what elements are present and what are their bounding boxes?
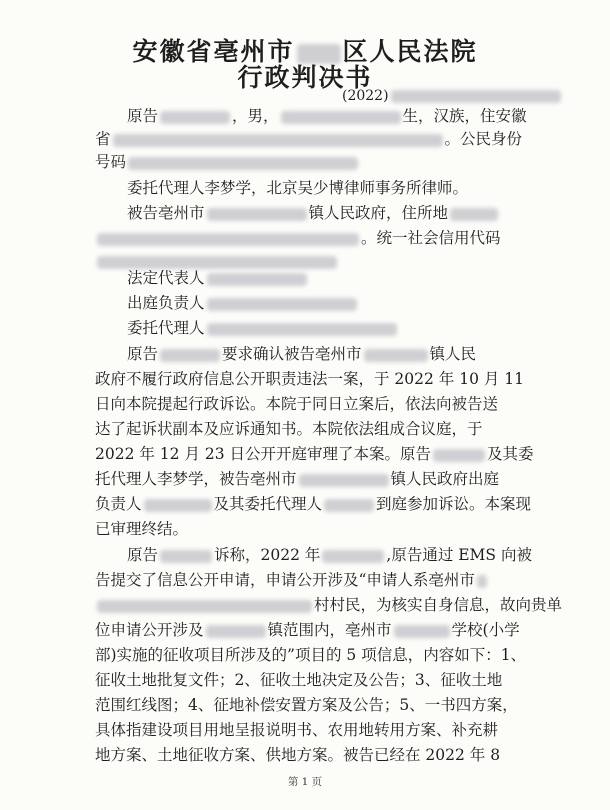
body-line-1 — [127, 106, 527, 126]
line-text: 告提交了信息公开申请，申请公开涉及“申请人系亳州市 — [95, 571, 475, 589]
body-line-11 — [127, 344, 476, 364]
body-line-26: 具体指建设项目用地呈报说明书、农用地转用方案、补充耕 — [95, 721, 499, 739]
line-text: 。统一社会信用代码 — [361, 229, 501, 247]
body-line-23: 部)实施的征收项目所涉及的”项目的 5 项信息，内容如下：1、 — [95, 646, 527, 664]
redacted-village — [97, 600, 312, 613]
page-footer: 第 1 页 — [287, 776, 323, 788]
body-line-3 — [95, 152, 360, 172]
line-text: 及其委 — [487, 445, 534, 463]
redacted-name — [160, 550, 212, 563]
redacted-name — [324, 499, 374, 512]
redacted-town — [207, 208, 307, 221]
body-line-22 — [95, 620, 520, 640]
redacted-date — [322, 550, 384, 563]
line-text: 到庭参加诉讼。本案现 — [376, 495, 532, 513]
redacted-name — [433, 449, 485, 462]
line-text: 要求确认被告亳州市 — [222, 345, 362, 363]
agent-line — [127, 318, 399, 338]
redacted-address — [450, 208, 498, 221]
body-line-17 — [95, 494, 531, 514]
line-text: 托代理人李梦学，被告亳州市 — [95, 470, 297, 488]
redacted-town — [364, 349, 428, 362]
line-text: 原告 — [127, 345, 159, 363]
line-text: 村村民，为核实自身信息，故向贵单 — [314, 596, 563, 614]
line-text: 号码 — [95, 153, 127, 171]
line-text: 法定代表人 — [127, 269, 205, 287]
line-text: 诉称，2022 年 — [214, 546, 321, 564]
redacted-fragment — [477, 575, 487, 588]
body-line-27: 地方案、土地征收方案、供地方案。被告已经在 2022 年 8 — [95, 746, 501, 764]
line-text: 出庭负责人 — [127, 294, 205, 312]
redacted-school — [394, 625, 450, 638]
redacted-name — [207, 273, 307, 286]
responsible-person-line — [127, 293, 359, 313]
body-line-25: 范围红线图；4、征地补偿安置方案及公告；5、一书四方案， — [95, 696, 518, 714]
title-court-city: 安徽省亳州市 — [132, 37, 295, 66]
body-line-21 — [95, 595, 562, 615]
body-line-20 — [95, 570, 489, 590]
redacted-name — [207, 323, 397, 336]
redacted-name — [207, 298, 357, 311]
redacted-name — [144, 499, 212, 512]
body-line-4: 委托代理人李梦学，北京吴少博律师事务所律师。 — [127, 179, 469, 197]
body-line-13: 日向本院提起行政诉讼。本院于同日立案后，依法向被告送 — [95, 395, 499, 413]
line-text: ,原告通过 EMS 向被 — [386, 546, 532, 564]
case-number — [342, 88, 563, 104]
line-text: 原告 — [127, 546, 159, 564]
line-text: 负责人 — [95, 495, 142, 513]
line-text: 及其委托代理人 — [213, 495, 323, 513]
redacted-credit-code — [97, 256, 337, 269]
line-text: 镇人民政府出庭 — [390, 470, 500, 488]
body-line-16 — [95, 469, 499, 489]
body-line-2 — [95, 129, 522, 149]
line-text: ，男， — [232, 107, 279, 125]
legal-representative-line — [127, 268, 309, 288]
line-text: 生，汉族，住安徽 — [402, 107, 527, 125]
body-line-19 — [127, 545, 532, 565]
line-text: 位申请公开涉及 — [95, 621, 204, 639]
body-line-14: 达了起诉状副本及应诉通知书。本院依法组成合议庭，于 — [95, 420, 483, 438]
redacted-id-number — [128, 157, 358, 170]
body-line-12: 政府不履行政府信息公开职责违法一案，于 2022 年 10 月 11 — [95, 370, 525, 388]
redacted-name — [160, 349, 220, 362]
line-text: 被告亳州市 — [127, 204, 205, 222]
body-line-18: 已审理终结。 — [95, 520, 189, 538]
line-text: 省 — [95, 130, 111, 148]
body-line-15 — [95, 444, 534, 464]
line-text: 2022 年 12 月 23 日公开开庭审理了本案。原告 — [95, 445, 432, 463]
line-text: 。公民身份 — [444, 130, 523, 148]
line-text: 镇人民政府，住所地 — [308, 204, 449, 222]
redacted-name — [160, 111, 230, 124]
redacted-town — [206, 625, 266, 638]
redacted-address — [113, 134, 443, 147]
document-type-title: 行政判决书 — [237, 63, 373, 92]
title-court-suffix: 区人民法院 — [342, 37, 478, 66]
body-line-5 — [127, 203, 500, 223]
body-line-24: 征收土地批复文件；2、征收土地决定及公告；3、征收土地 — [95, 671, 503, 689]
line-text: 学校(小学 — [451, 621, 520, 639]
line-text: 镇范围内，亳州市 — [267, 621, 392, 639]
redacted-birthdate — [281, 111, 401, 124]
line-text: 委托代理人 — [127, 319, 205, 337]
redacted-case-number — [391, 90, 561, 103]
redacted-address — [97, 233, 359, 246]
body-line-6 — [95, 228, 501, 248]
line-text: 镇人民 — [429, 345, 477, 363]
line-text: 原告 — [127, 107, 159, 125]
redacted-town — [299, 474, 389, 487]
case-number-year: (2022) — [342, 88, 389, 104]
